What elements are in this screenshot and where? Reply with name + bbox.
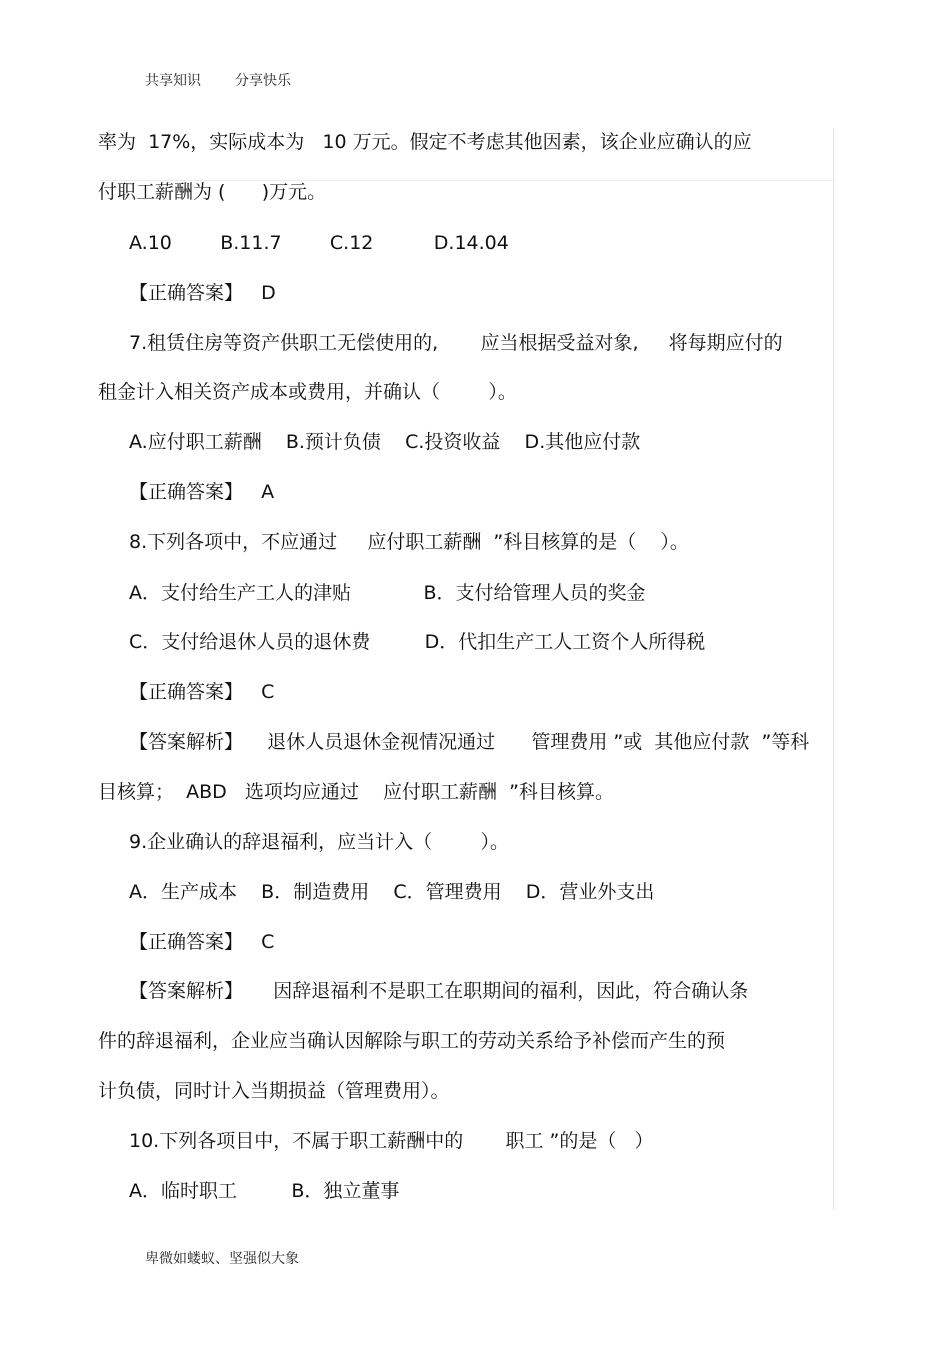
answer-line: 【正确答案】 C (129, 931, 275, 953)
text-line: 计负债，同时计入当期损益（管理费用）。 (98, 1080, 450, 1102)
answer-line: 【正确答案】 C (129, 681, 275, 703)
header-right: 分享快乐 (235, 73, 291, 89)
explanation-line: 【答案解析】 退休人员退休金视情况通过 管理费用 ”或 其他应付款 ”等科 (129, 731, 810, 753)
question-9: 9.企业确认的辞退福利，应当计入（ ）。 (129, 831, 509, 853)
page-footer: 卑微如蝼蚁、坚强似大象 (145, 1251, 299, 1267)
options-line: A.应付职工薪酬 B.预计负债 C.投资收益 D.其他应付款 (129, 431, 641, 453)
question-8: 8.下列各项中，不应通过 应付职工薪酬 ”科目核算的是（ ）。 (129, 531, 689, 553)
answer-line: 【正确答案】 A (129, 481, 275, 503)
question-10: 10.下列各项目中，不属于职工薪酬中的 职工 ”的是（ ） (129, 1130, 654, 1152)
text-line: 租金计入相关资产成本或费用，并确认（ ）。 (98, 381, 517, 403)
text-line: 率为 17%，实际成本为 10 万元。假定不考虑其他因素，该企业应确认的应 (98, 131, 752, 153)
options-line: A．生产成本 B．制造费用 C．管理费用 D．营业外支出 (129, 881, 655, 903)
page-header (145, 70, 291, 90)
text-line: 目核算； ABD 选项均应通过 应付职工薪酬 ”科目核算。 (98, 781, 614, 803)
options-line: A．支付给生产工人的津贴 B．支付给管理人员的奖金 (129, 582, 646, 604)
options-line: A.10 B.11.7 C.12 D.14.04 (129, 232, 509, 254)
header-left: 共享知识 (145, 73, 201, 89)
text-line: 件的辞退福利，企业应当确认因解除与职工的劳动关系给予补偿而产生的预 (98, 1030, 726, 1052)
options-line: C．支付给退休人员的退休费 D．代扣生产工人工资个人所得税 (129, 631, 706, 653)
text-line: 付职工薪酬为 ( )万元。 (98, 181, 327, 203)
frame-right-border (833, 128, 834, 1210)
question-7: 7.租赁住房等资产供职工无偿使用的, 应当根据受益对象, 将每期应付的 (129, 332, 783, 354)
explanation-line: 【答案解析】 因辞退福利不是职工在职期间的福利，因此，符合确认条 (129, 980, 749, 1002)
options-line: A．临时职工 B．独立董事 (129, 1180, 400, 1202)
answer-line: 【正确答案】 D (129, 282, 276, 304)
